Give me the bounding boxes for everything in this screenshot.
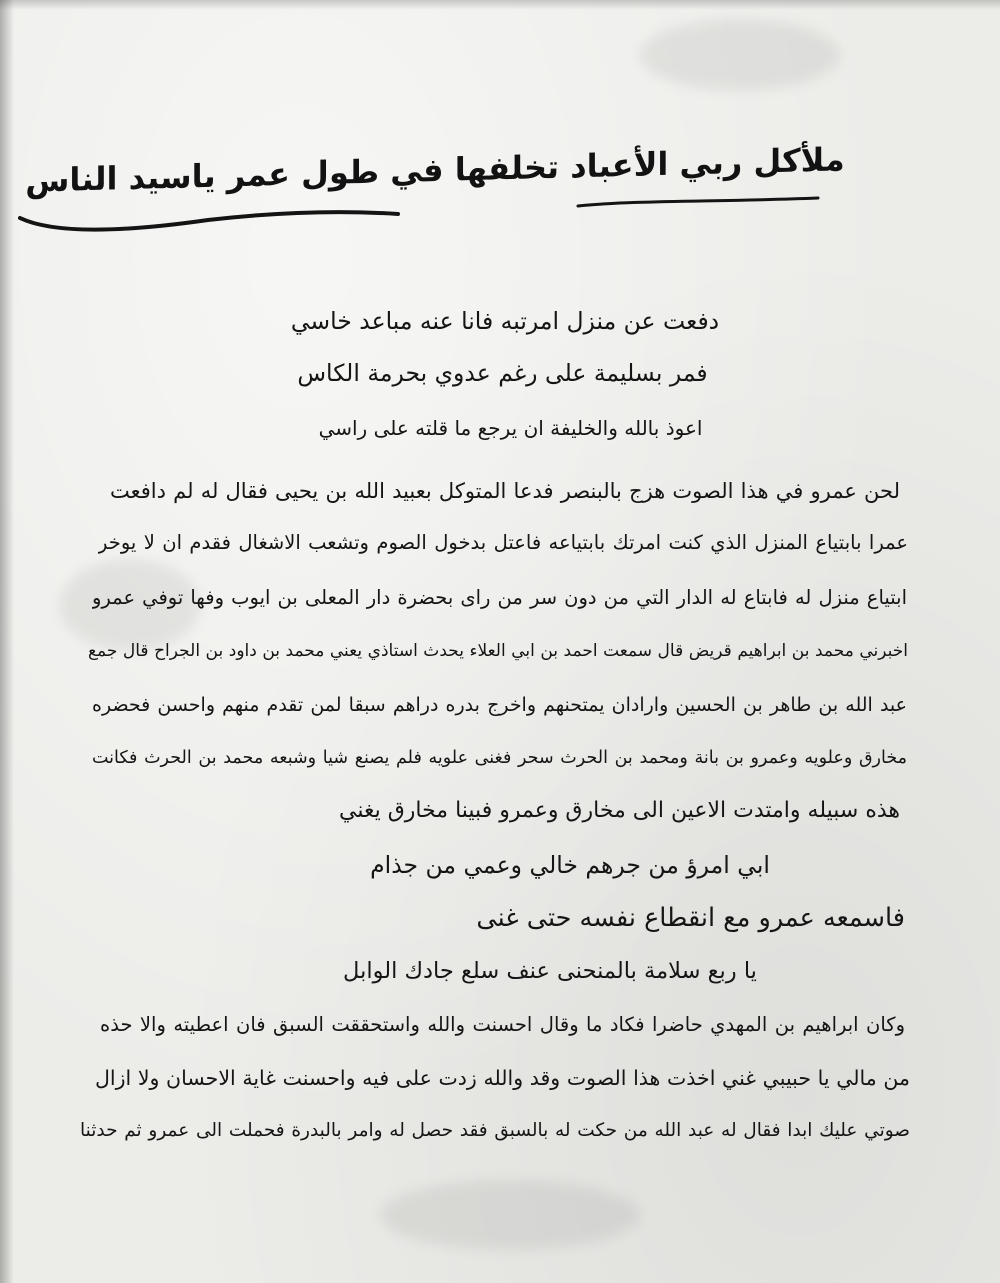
verse-line: دفعت عن منزل امرتبه فانا عنه مباعد خاسي: [290, 307, 720, 335]
verse-line: اعوذ بالله والخليفة ان يرجع ما قلته على راسي: [318, 416, 703, 440]
prose-line: من مالي يا حبيبي غني اخذت هذا الصوت وقد والله زدت على فيه واحسنت غاية الاحسان ولا ازال: [95, 1066, 910, 1090]
verse-line: فمر بسليمة على رغم عدوي بحرمة الكاس: [297, 359, 708, 387]
prose-line: عمرا بابتياع المنزل الذي كنت امرتك بابتياعه فاعتل بدخول الصوم وتشعب الاشغال فقدم ان لا يوخر: [98, 531, 908, 554]
prose-line: مخارق وعلويه وعمرو بن بانة ومحمد بن الحرث سحر فغنى علويه فلم يصنع شيا وشبعه محمد بن الحرث فكانت: [92, 748, 907, 768]
paper-stain: [640, 20, 840, 90]
verse-line: ابي امرؤ من جرهم خالي وعمي من جذام: [370, 851, 770, 879]
heading-swash: [18, 196, 848, 236]
prose-line: هذه سبيله وامتدت الاعين الى مخارق وعمرو فبينا مخارق يغني: [339, 798, 900, 823]
prose-line: عبد الله بن طاهر بن الحسين وارادان يمتحنهم واخرج بدره دراهم سبقا لمن تقدم منهم واحسن فحضره: [92, 694, 907, 716]
prose-line: فاسمعه عمرو مع انقطاع نفسه حتى غنى: [476, 903, 905, 933]
page-top-shadow: [0, 0, 1000, 10]
prose-line: اخبرني محمد بن ابراهيم قريض قال سمعت احمد بن ابي العلاء يحدث استاذي يعني محمد بن داود بن الجراح قال جمع: [88, 641, 908, 661]
prose-line: صوتي عليك ابدا فقال له عبد الله من حكت له بالسبق فقد حصل له وامر بالبدرة فحملت الى عمرو ثم حدثنا: [80, 1120, 910, 1141]
prose-line: وكان ابراهيم بن المهدي حاضرا فكاد ما وقال احسنت والله واستحققت السبق فان اعطيته والا حذه: [100, 1013, 905, 1036]
verse-line: يا ربع سلامة بالمنحنى عنف سلع جادك الوابل: [343, 958, 757, 984]
page-edge-shadow: [0, 0, 14, 1283]
paper-stain: [380, 1180, 640, 1250]
prose-line: ابتياع منزل له فابتاع له الدار التي من دون سر من راى بحضرة دار المعلى بن ايوب وفها توفي عمرو: [92, 586, 907, 609]
page-heading: ملأكل ربي الأعباد تخلفها في طول عمر ياسيد الناس: [25, 140, 845, 200]
prose-line: لحن عمرو في هذا الصوت هزج بالبنصر فدعا المتوكل بعبيد الله بن يحيى فقال له لم دافعت: [110, 479, 900, 503]
